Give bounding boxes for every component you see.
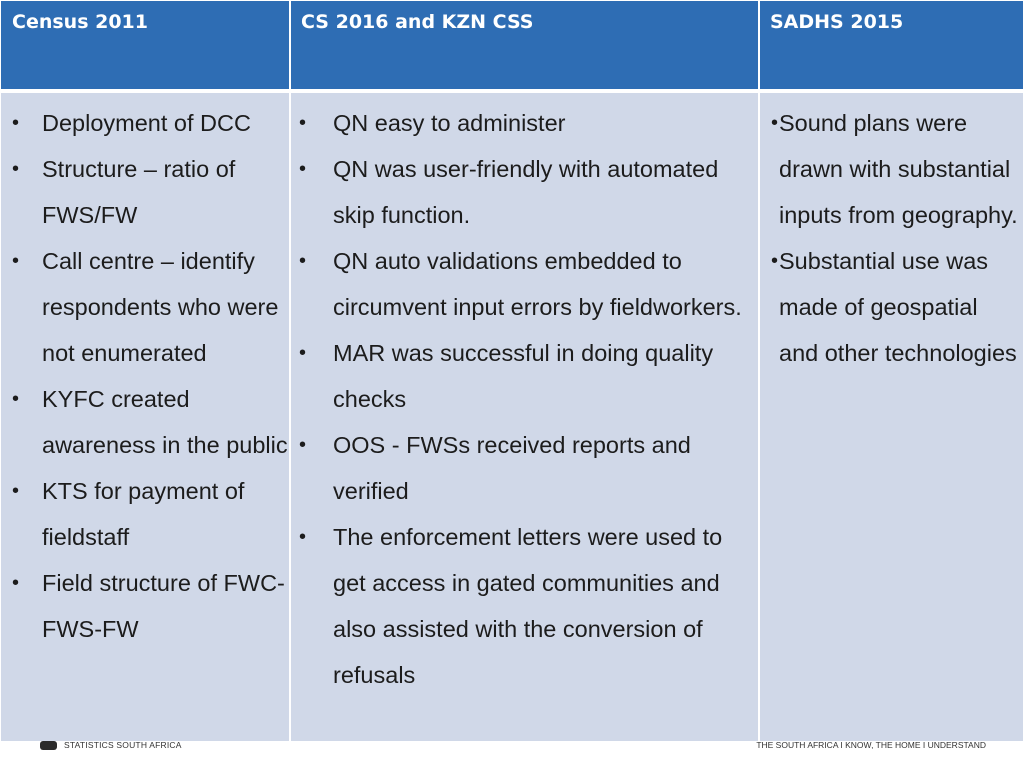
bullet-icon: • (12, 158, 20, 180)
list-item: • Deployment of DCC (1, 100, 289, 146)
list-item: • KTS for payment of fieldstaff (1, 468, 289, 560)
header-census-2011: Census 2011 (1, 1, 289, 89)
list-item: • QN was user-friendly with automated skip function. (291, 146, 758, 238)
list-item: • QN easy to administer (291, 100, 758, 146)
list-item: • Field structure of FWC-FWS-FW (1, 560, 289, 652)
header-cs-2016-kzn-css: CS 2016 and KZN CSS (291, 1, 758, 89)
bullet-icon: • (12, 250, 20, 272)
stats-sa-logo-icon (40, 741, 57, 750)
bullet-icon: • (299, 434, 307, 456)
column-census-2011 (1, 93, 289, 741)
list-item: • The enforcement letters were used to get access in gated communities and also assisted with the conversion of refusals (291, 514, 758, 698)
bullet-icon: • (299, 250, 307, 272)
list-item: • Structure – ratio of FWS/FW (1, 146, 289, 238)
header-sadhs-2015: SADHS 2015 (760, 1, 1023, 89)
bullet-list (1, 93, 289, 652)
bullet-list (760, 93, 1023, 376)
list-item: • OOS - FWSs received reports and verified (291, 422, 758, 514)
bullet-icon: • (12, 572, 20, 594)
bullet-list (291, 93, 758, 698)
bullet-icon: • (299, 158, 307, 180)
column-sadhs-2015 (760, 93, 1023, 741)
column-cs-2016-kzn-css (291, 93, 758, 741)
footer-organisation: STATISTICS SOUTH AFRICA (64, 740, 182, 750)
bullet-icon: • (12, 480, 20, 502)
bullet-icon: • (299, 342, 307, 364)
list-item: • KYFC created awareness in the public (1, 376, 289, 468)
footer-slogan: THE SOUTH AFRICA I KNOW, THE HOME I UNDERSTAND (756, 740, 986, 750)
bullet-icon: • (299, 526, 307, 548)
bullet-icon: • (771, 250, 779, 272)
list-item: • Call centre – identify respondents who were not enumerated (1, 238, 289, 376)
list-item: • QN auto validations embedded to circumvent input errors by fieldworkers. (291, 238, 758, 330)
bullet-icon: • (12, 112, 20, 134)
list-item: • Sound plans were drawn with substantial inputs from geography. (760, 100, 1023, 238)
bullet-icon: • (771, 112, 779, 134)
bullet-icon: • (299, 112, 307, 134)
bullet-icon: • (12, 388, 20, 410)
list-item: • MAR was successful in doing quality checks (291, 330, 758, 422)
list-item: • Substantial use was made of geospatial and other technologies (760, 238, 1023, 376)
